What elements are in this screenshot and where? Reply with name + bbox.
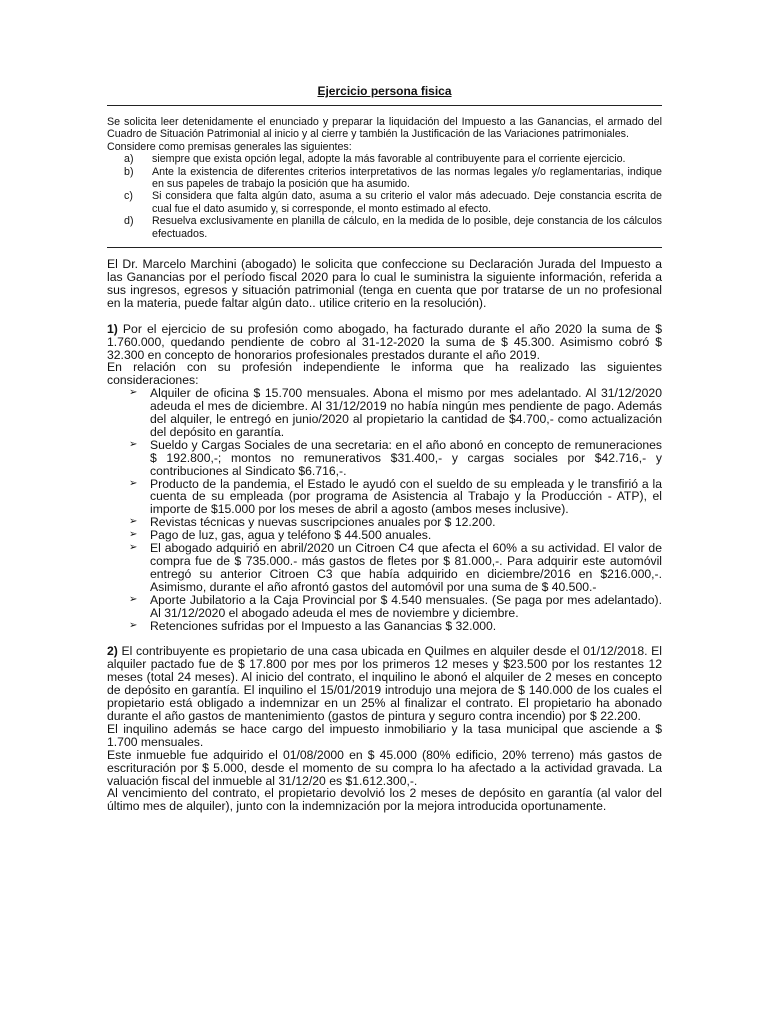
section-2-text: El contribuyente es propietario de una casa ubicada en Quilmes en alquiler desde el 01/12/2018. El alquiler pactado fue de $ 17.800 por mes por los primeros 12 meses y $23.500 por los restantes 12 meses (total 24 meses). Al inicio del contrato, el inquilino le abonó el alquiler de 2 meses en concepto de depósito en garantía. El inquilino el 15/01/2019 introdujo una mejora de $ 140.000 de los cuales el propietario está obligado a indemnizar en un 25% al finalizar el contrato. El propietario ha abonado durante el año gastos de mantenimiento (gastos de pintura y seguro contra incendio) por $ 22.200. (107, 644, 662, 723)
context-paragraph: El Dr. Marcelo Marchini (abogado) le solicita que confeccione su Declaración Jurada del Impuesto a las Ganancias por el período fiscal 2020 para lo cual le suministra la siguiente información, referida a sus ingresos, egresos y situación patrimonial (tenga en cuenta que por tratarse de un no profesional en la materia, puede faltar algún dato.. utilice criterio en la resolución). (107, 257, 662, 310)
instructions-block (107, 116, 662, 240)
expenses-list (107, 387, 662, 632)
expense-text: Producto de la pandemia, el Estado le ayudó con el sueldo de su empleada y le transfirió a la cuenta de su empleada (por programa de Asistencia al Trabajo y la Producción - ATP), el importe de $15.000 por los meses de abril a agosto (ambos meses inclusive). (150, 476, 662, 517)
divider (107, 247, 662, 248)
premise-marker: b) (124, 165, 134, 178)
expense-text: Sueldo y Cargas Sociales de una secretaria: en el año abonó en concepto de remuneraciones $ 192.800,-; montos no remunerativos $31.400,- y cargas sociales por $42.716,- y contribuciones al Sindicato $6.716,-. (150, 437, 662, 478)
expense-item (107, 620, 662, 633)
premise-text: siempre que exista opción legal, adopte la más favorable al contribuyente para el corriente ejercicio. (152, 153, 626, 166)
section-2-paragraph (107, 645, 662, 722)
document-title: Ejercicio persona fisica (317, 84, 452, 98)
section-1-number: 1) (107, 321, 118, 336)
section-1-paragraph (107, 323, 662, 362)
expense-item (107, 478, 662, 517)
instructions-text: Se solicita leer detenidamente el enunciado y preparar la liquidación del Impuesto a las Ganancias, el armado del Cuadro de Situación Patrimonial al inicio y al cierre y también la Justificación de las Variaciones patrimoniales. (107, 116, 662, 141)
premise-marker: c) (124, 190, 133, 203)
expense-item (107, 439, 662, 478)
section-1-lead: En relación con su profesión independiente le informa que ha realizado las siguientes consideraciones: (107, 360, 662, 388)
premises-intro: Considere como premisas generales las siguientes: (107, 140, 352, 153)
premise-item (107, 166, 662, 191)
premise-marker: a) (124, 153, 134, 166)
expense-item (107, 542, 662, 594)
document-body (107, 84, 662, 813)
section-2-paragraph-4: Al vencimiento del contrato, el propietario devolvió los 2 meses de depósito en garantía (al valor del último mes de alquiler), junto con la indemnización por la mejora introducida oportunamente. (107, 786, 662, 814)
arrow-bullet-icon: ➢ (129, 542, 138, 554)
premises-list (107, 153, 662, 240)
premise-text: Resuelva exclusivamente en planilla de cálculo, en la medida de lo posible, deje constancia de los cálculos efectuados. (152, 215, 662, 240)
arrow-bullet-icon: ➢ (129, 516, 138, 528)
arrow-bullet-icon: ➢ (129, 529, 138, 541)
section-2-number: 2) (107, 644, 118, 659)
premise-item (107, 190, 662, 215)
premise-text: Ante la existencia de diferentes criterios interpretativos de las normas legales y/o reglamentarias, indique en sus papeles de trabajo la posición que ha asumido. (152, 165, 662, 191)
expense-text: Aporte Jubilatorio a la Caja Provincial por $ 4.540 mensuales. (Se paga por mes adelantado). Al 31/12/2020 el abogado adeuda el mes de noviembre y diciembre. (150, 592, 662, 620)
arrow-bullet-icon: ➢ (129, 387, 138, 399)
premise-text: Si considera que falta algún dato, asuma a su criterio el valor más adecuado. Deje constancia escrita de cual fue el dato asumido y, si corresponde, el monto estimado al efecto. (152, 190, 662, 215)
arrow-bullet-icon: ➢ (129, 438, 138, 450)
arrow-bullet-icon: ➢ (129, 593, 138, 605)
section-1-text: Por el ejercicio de su profesión como abogado, ha facturado durante el año 2020 la suma de $ 1.760.000, quedando pendiente de cobro al 31-12-2020 la suma de $ 45.300. Asimismo cobró $ 32.300 en concepto de honorarios profesionales prestados durante el año 2019. (107, 321, 662, 362)
expense-item (107, 594, 662, 620)
arrow-bullet-icon: ➢ (129, 477, 138, 489)
premise-item (107, 215, 662, 240)
expense-text: El abogado adquirió en abril/2020 un Citroen C4 que afecta el 60% a su actividad. El valor de compra fue de $ 735.000.- más gastos de fletes por $ 81.000,-. Para adquirir este automóvil entregó su anterior Citroen C3 que había adquirido en diciembre/2016 en $216.000,-. Asimismo, durante el año afrontó gastos del automóvil por una suma de $ 40.500.- (150, 541, 662, 594)
section-2-paragraph-3: Este inmueble fue adquirido el 01/08/2000 en $ 45.000 (80% edificio, 20% terreno) más gastos de escrituración por $ 5.000, desde el momento de su compra lo ha afectado a la actividad gravada. La valuación fiscal del inmueble al 31/12/20 es $1.612.300,-. (107, 747, 662, 788)
premise-marker: d) (124, 215, 134, 228)
expense-text: Revistas técnicas y nuevas suscripciones anuales por $ 12.200. (150, 515, 496, 530)
expense-text: Retenciones sufridas por el Impuesto a las Ganancias $ 32.000. (150, 618, 497, 633)
case-statement (107, 258, 662, 813)
divider (107, 105, 662, 106)
premise-item (107, 153, 662, 165)
expense-text: Alquiler de oficina $ 15.700 mensuales. Abona el mismo por mes adelantado. Al 31/12/2020 adeuda el mes de diciembre. Al 31/12/2019 no había ningún mes pendiente de pago. Además del alquiler, le entregó en junio/2020 al propietario la cantidad de $4.700,- como actualización del depósito en garantía. (150, 386, 662, 439)
arrow-bullet-icon: ➢ (129, 619, 138, 631)
section-2-paragraph-2: El inquilino además se hace cargo del impuesto inmobiliario y la tasa municipal que asciende a $ 1.700 mensuales. (107, 721, 662, 749)
expense-text: Pago de luz, gas, agua y teléfono $ 44.500 anuales. (150, 528, 432, 543)
expense-item (107, 387, 662, 439)
